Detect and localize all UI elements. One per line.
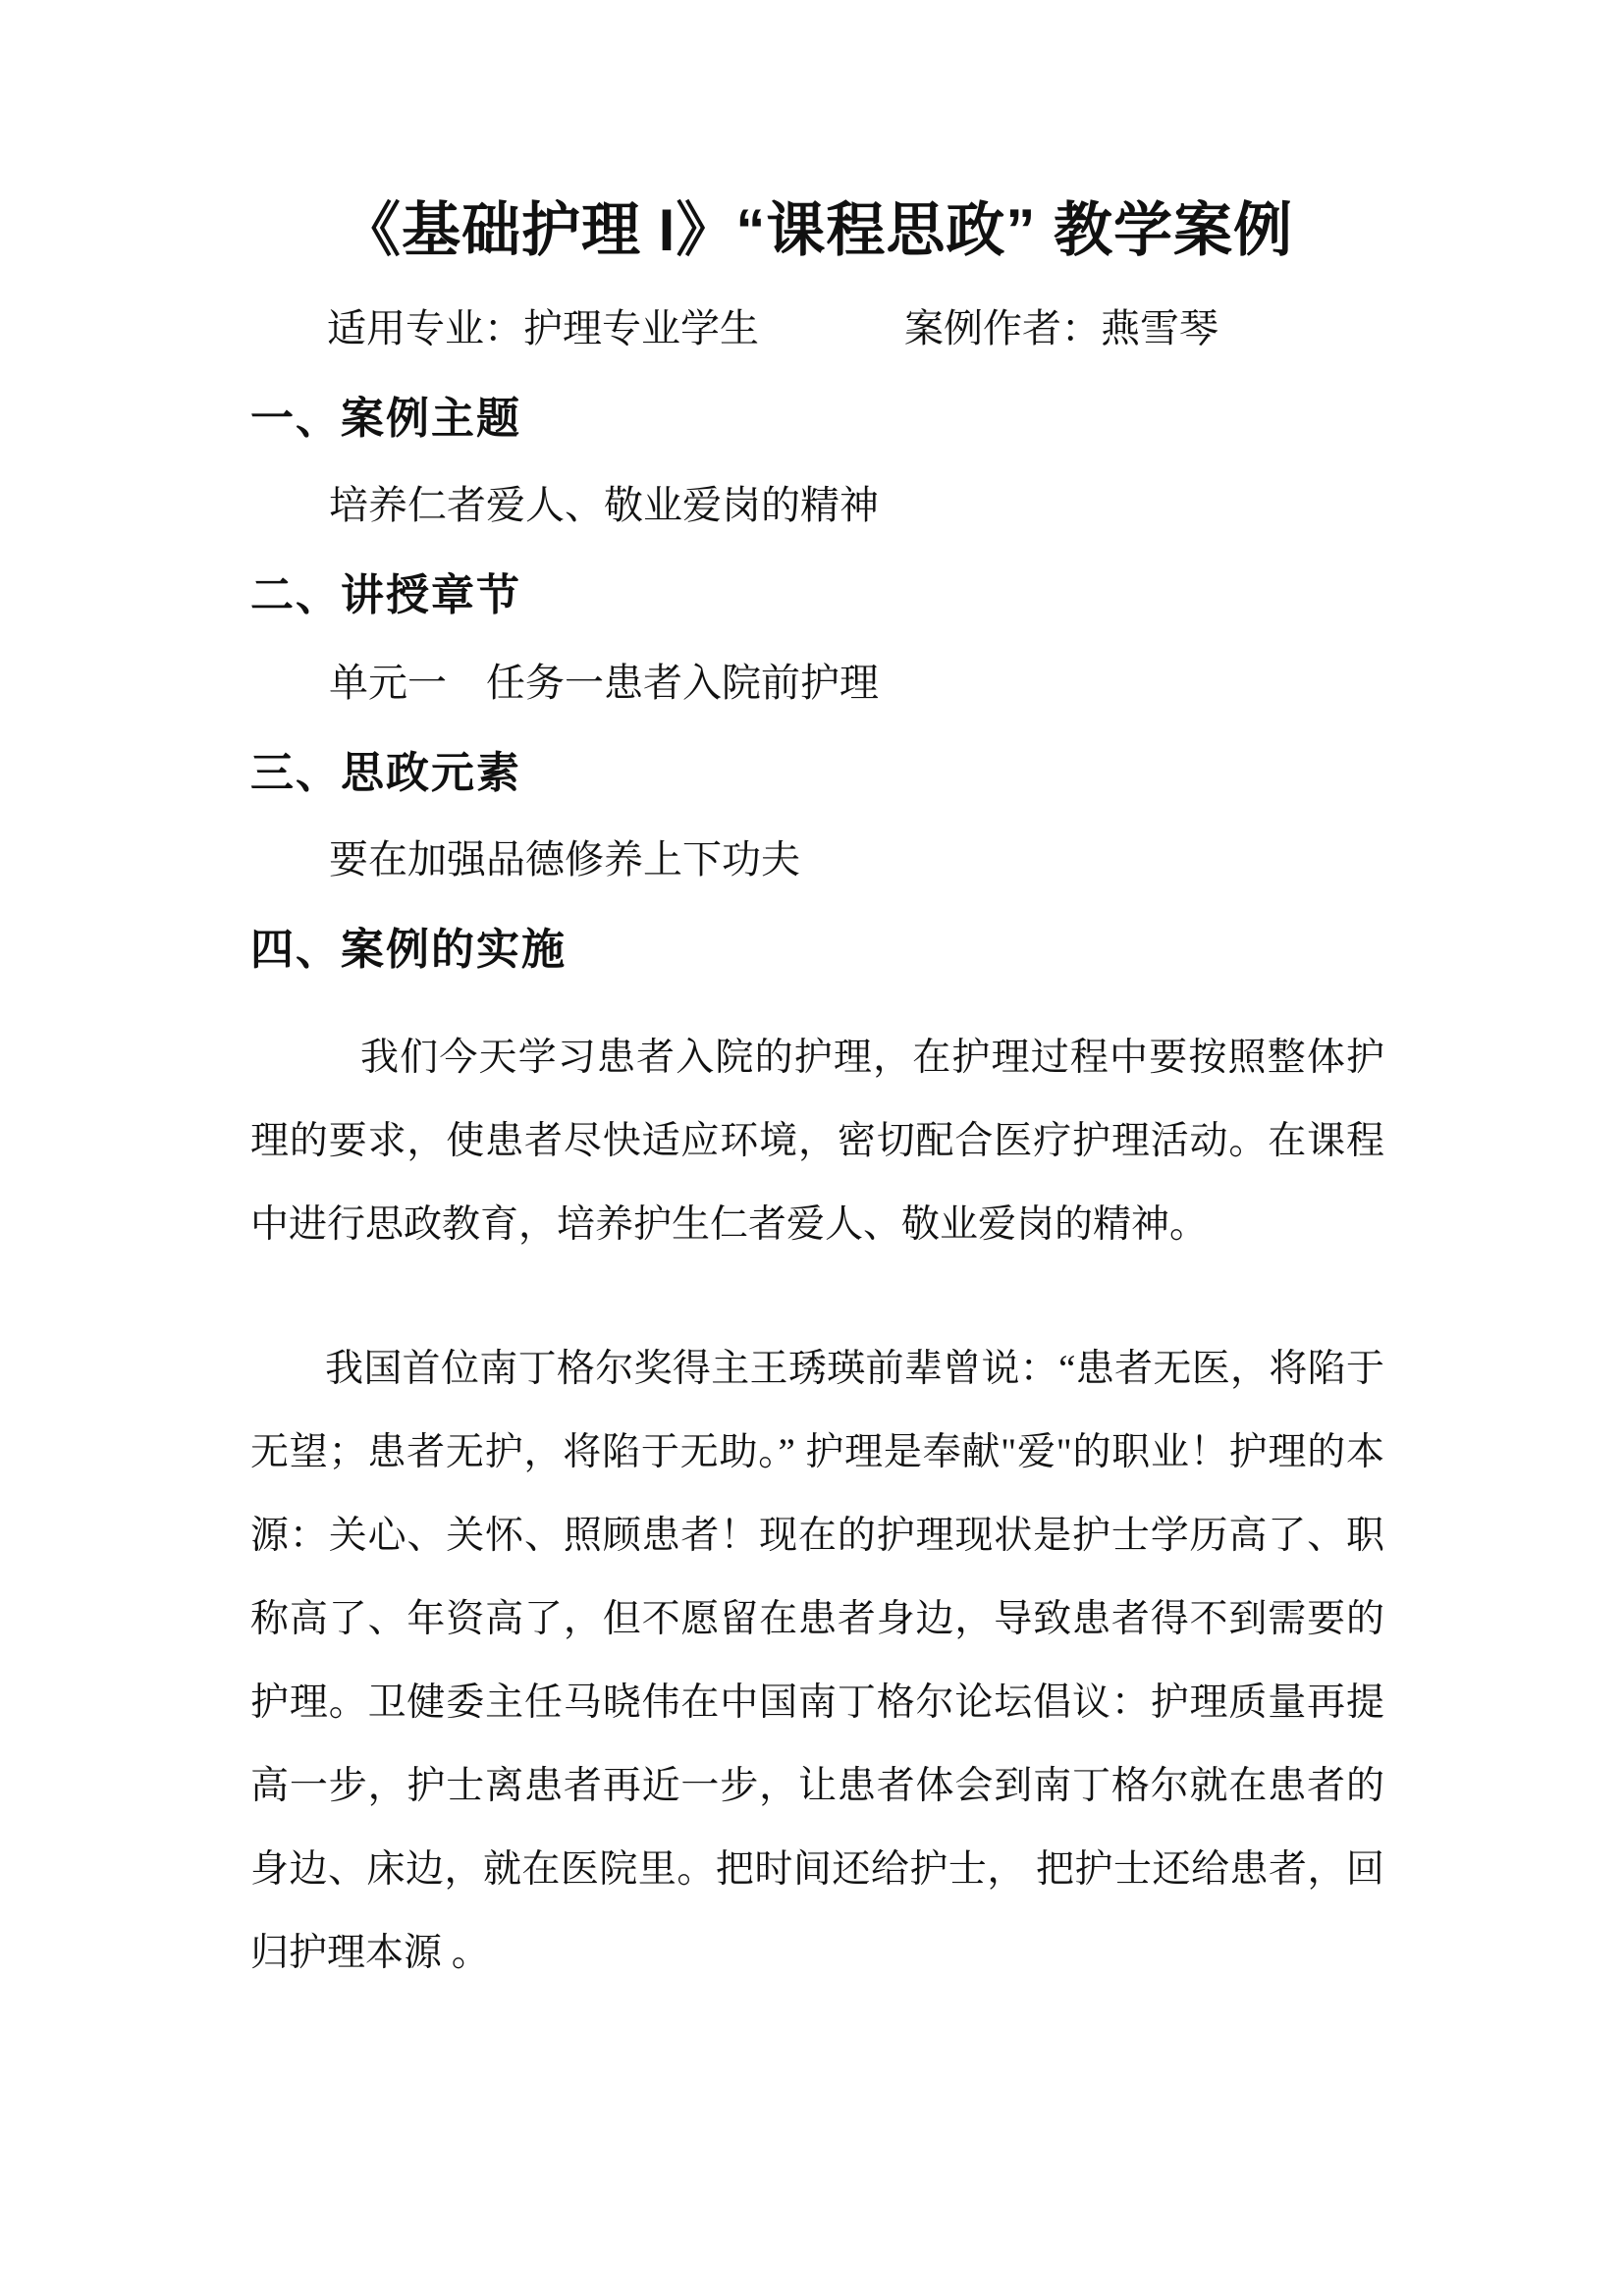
meta-audience: 适用专业：护理专业学生 <box>327 306 759 350</box>
section-4-heading: 四、案例的实施 <box>250 926 567 975</box>
section-2-content: 单元一 任务一患者入院前护理 <box>329 660 879 705</box>
meta-author: 案例作者：燕雪琴 <box>904 306 1218 350</box>
document-title: 《基础护理 I》“课程思政” 教学案例 <box>341 197 1293 263</box>
section-4-paragraph-1: 我们今天学习患者入院的护理，在护理过程中要按照整体护理的要求，使患者尽快适应环境，密切配合医疗护理活动。在课程中进行思政教育，培养护生仁者爱人、敬业爱岗的精神。 <box>250 1036 1384 1246</box>
section-4-paragraph-2: 我国首位南丁格尔奖得主王琇瑛前辈曾说：“患者无医，将陷于无望；患者无护，将陷于无助。” 护理是奉献"爱"的职业！护理的本源：关心、关怀、照顾患者！现在的护理现状是护士学历高了、职称高了、年资高了，但不愿留在患者身边，导致患者得不到需要的护理。卫健委主任马晓伟在中国南丁格尔论坛倡议：护理质量再提高一步，护士离患者再近一步，让患者体会到南丁格尔就在患者的身边、床边，就在医院里。把时间还给护士， 把护士还给患者，回归护理本源 。 <box>250 1347 1384 1974</box>
section-3-heading: 三、思政元素 <box>250 748 521 797</box>
document-meta-row <box>250 305 1384 352</box>
section-1-content: 培养仁者爱人、敬业爱岗的精神 <box>329 483 879 528</box>
section-3-content: 要在加强品德修养上下功夫 <box>329 837 800 882</box>
section-1-heading: 一、案例主题 <box>250 395 521 443</box>
section-2-heading: 二、讲授章节 <box>250 571 521 620</box>
